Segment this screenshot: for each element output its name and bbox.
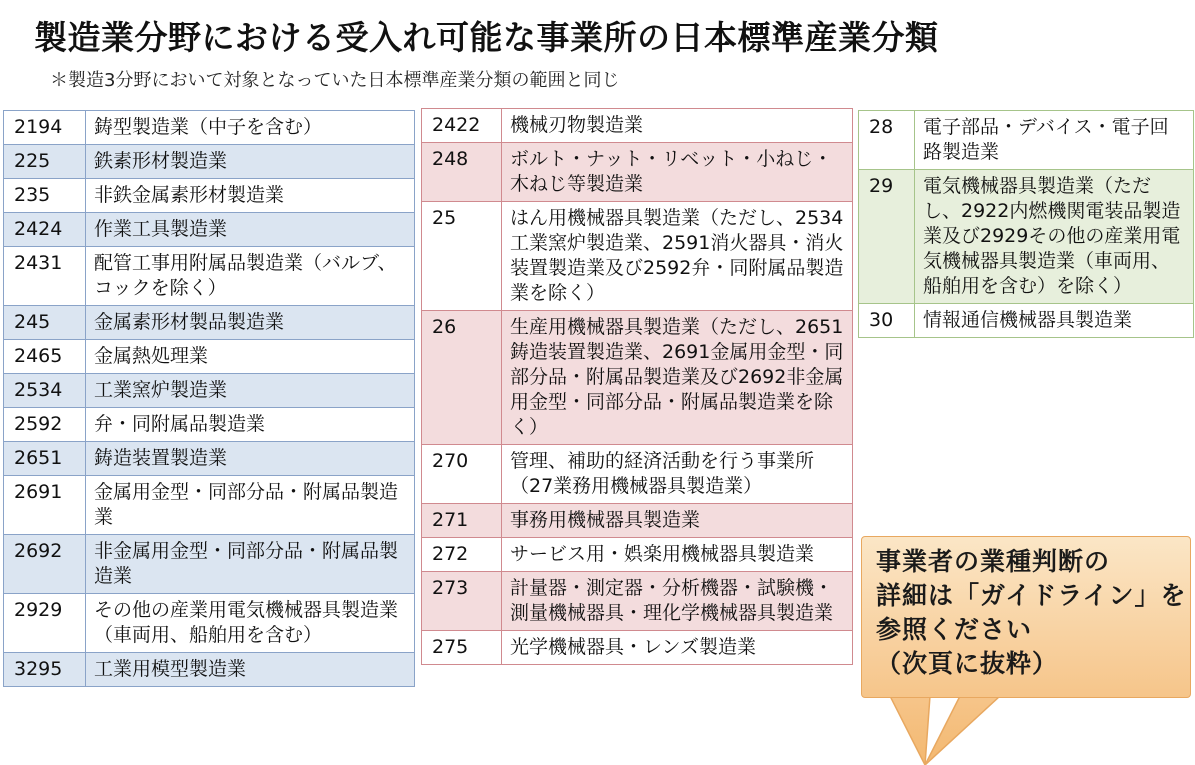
table-row [4, 145, 415, 179]
table-row [422, 202, 853, 311]
table-row [4, 179, 415, 213]
industry-code: 2431 [4, 247, 86, 306]
industry-code: 2691 [4, 476, 86, 535]
industry-name: 管理、補助的経済活動を行う事業所（27業務用機械器具製造業） [502, 445, 853, 504]
industry-code: 270 [422, 445, 502, 504]
industry-name: 事務用機械器具製造業 [502, 504, 853, 538]
industry-name: 作業工具製造業 [86, 213, 415, 247]
table-row [859, 170, 1194, 304]
table-row [4, 408, 415, 442]
table-row [4, 111, 415, 145]
industry-name: 計量器・測定器・分析機器・試験機・測量機械器具・理化学機械器具製造業 [502, 572, 853, 631]
callout-line: 詳細は「ガイドライン」を [876, 581, 1187, 610]
industry-name: 配管工事用附属品製造業（バルブ、コックを除く） [86, 247, 415, 306]
page-title: 製造業分野における受入れ可能な事業所の日本標準産業分類 [34, 18, 939, 57]
industry-code: 271 [422, 504, 502, 538]
industry-code: 26 [422, 311, 502, 445]
industry-code: 275 [422, 631, 502, 665]
industry-code: 2692 [4, 535, 86, 594]
industry-name: 機械刃物製造業 [502, 109, 853, 143]
table-row [422, 631, 853, 665]
green-classification-table [858, 110, 1194, 338]
industry-name: 非金属用金型・同部分品・附属品製造業 [86, 535, 415, 594]
industry-name: 金属素形材製品製造業 [86, 306, 415, 340]
industry-code: 248 [422, 143, 502, 202]
industry-name: 金属熱処理業 [86, 340, 415, 374]
table-row [4, 374, 415, 408]
industry-name: 電気機械器具製造業（ただし、2922内燃機関電装品製造業及び2929その他の産業用電気機械器具製造業（車両用、船舶用を含む）を除く） [915, 170, 1194, 304]
scope-note: ＊製造3分野において対象となっていた日本標準産業分類の範囲と同じ [50, 70, 620, 91]
industry-code: 272 [422, 538, 502, 572]
table-row [422, 311, 853, 445]
industry-code: 3295 [4, 653, 86, 687]
table-row [422, 538, 853, 572]
industry-name: 非鉄金属素形材製造業 [86, 179, 415, 213]
industry-code: 28 [859, 111, 915, 170]
industry-code: 2465 [4, 340, 86, 374]
industry-code: 30 [859, 304, 915, 338]
industry-name: 弁・同附属品製造業 [86, 408, 415, 442]
table-row [859, 304, 1194, 338]
industry-name: 鉄素形材製造業 [86, 145, 415, 179]
table-row [422, 109, 853, 143]
industry-name: 工業用模型製造業 [86, 653, 415, 687]
table-row [4, 653, 415, 687]
industry-name: はん用機械器具製造業（ただし、2534工業窯炉製造業、2591消火器具・消火装置製造業及び2592弁・同附属品製造業を除く） [502, 202, 853, 311]
callout-line: 参照ください [876, 615, 1033, 644]
industry-code: 245 [4, 306, 86, 340]
callout-line: 事業者の業種判断の [876, 547, 1111, 576]
table-row [4, 442, 415, 476]
table-row [4, 306, 415, 340]
industry-name: 鋳造装置製造業 [86, 442, 415, 476]
industry-code: 225 [4, 145, 86, 179]
table-row [4, 213, 415, 247]
table-row [4, 247, 415, 306]
table-row [859, 111, 1194, 170]
guideline-callout [861, 536, 1191, 698]
industry-code: 2651 [4, 442, 86, 476]
table-row [4, 476, 415, 535]
industry-code: 2422 [422, 109, 502, 143]
industry-name: その他の産業用電気機械器具製造業（車両用、船舶用を含む） [86, 594, 415, 653]
table-row [422, 504, 853, 538]
industry-code: 25 [422, 202, 502, 311]
industry-code: 235 [4, 179, 86, 213]
industry-code: 29 [859, 170, 915, 304]
industry-code: 2194 [4, 111, 86, 145]
industry-name: 鋳型製造業（中子を含む） [86, 111, 415, 145]
industry-name: サービス用・娯楽用機械器具製造業 [502, 538, 853, 572]
industry-code: 2534 [4, 374, 86, 408]
industry-name: 工業窯炉製造業 [86, 374, 415, 408]
table-row [4, 340, 415, 374]
blue-classification-table [3, 110, 415, 687]
table-row [4, 535, 415, 594]
industry-code: 2592 [4, 408, 86, 442]
industry-code: 2929 [4, 594, 86, 653]
industry-name: ボルト・ナット・リベット・小ねじ・木ねじ等製造業 [502, 143, 853, 202]
callout-line: （次頁に抜粋） [876, 649, 1059, 678]
industry-name: 電子部品・デバイス・電子回路製造業 [915, 111, 1194, 170]
table-row [422, 572, 853, 631]
industry-code: 2424 [4, 213, 86, 247]
industry-name: 光学機械器具・レンズ製造業 [502, 631, 853, 665]
table-row [4, 594, 415, 653]
industry-name: 生産用機械器具製造業（ただし、2651鋳造装置製造業、2691金属用金型・同部分品・附属品製造業及び2692非金属用金型・同部分品・附属品製造業を除く） [502, 311, 853, 445]
industry-name: 金属用金型・同部分品・附属品製造業 [86, 476, 415, 535]
red-classification-table [421, 108, 853, 665]
industry-code: 273 [422, 572, 502, 631]
table-row [422, 143, 853, 202]
industry-name: 情報通信機械器具製造業 [915, 304, 1194, 338]
table-row [422, 445, 853, 504]
